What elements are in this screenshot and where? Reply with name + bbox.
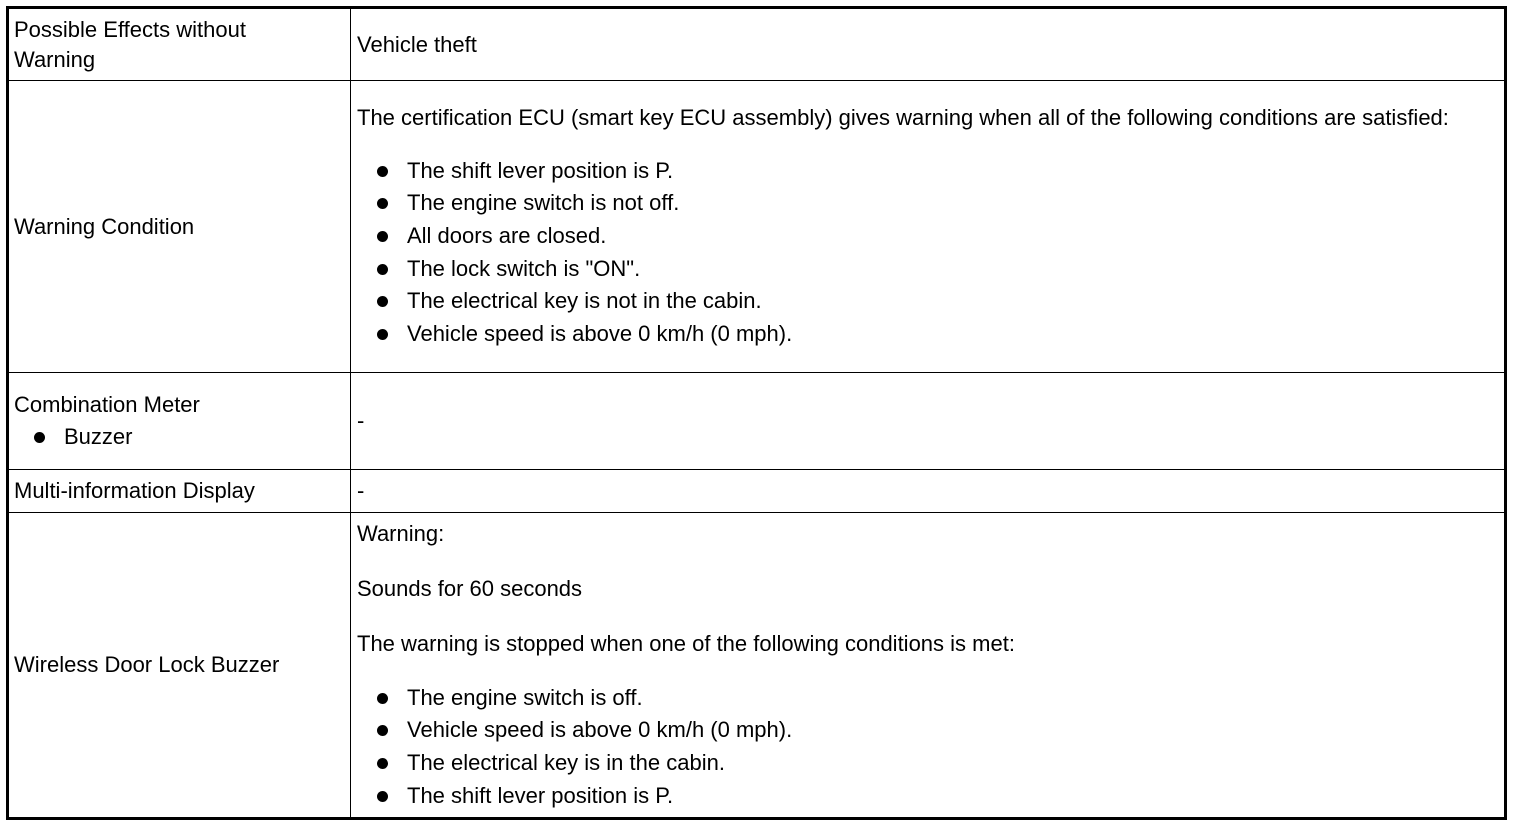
label-bullet-list bbox=[14, 421, 344, 454]
list-item: Buzzer bbox=[32, 421, 344, 454]
buzzer-paragraph: The warning is stopped when one of the following conditions is met: bbox=[357, 630, 1015, 656]
list-item: The shift lever position is P. bbox=[375, 155, 1498, 188]
table-row bbox=[8, 81, 1506, 373]
row-label-line: Multi-information Display bbox=[14, 478, 255, 503]
list-item: The shift lever position is P. bbox=[375, 780, 1498, 813]
condition-intro: The certification ECU (smart key ECU assembly) gives warning when all of the following conditions are satisfied: bbox=[357, 104, 1449, 130]
row-label-line: Warning bbox=[14, 46, 96, 72]
row-content-cell bbox=[351, 373, 1506, 470]
table-row bbox=[8, 513, 1506, 819]
row-content-cell bbox=[351, 81, 1506, 373]
dash-value: - bbox=[357, 478, 365, 503]
row-label-cell bbox=[8, 81, 351, 373]
table-row bbox=[8, 373, 1506, 470]
effect-text: Vehicle theft bbox=[357, 31, 477, 57]
list-item: All doors are closed. bbox=[375, 220, 1498, 253]
warning-spec-table bbox=[6, 6, 1507, 820]
table-row bbox=[8, 470, 1506, 513]
list-item: The lock switch is "ON". bbox=[375, 253, 1498, 286]
list-item: The electrical key is in the cabin. bbox=[375, 747, 1498, 780]
list-item: Vehicle speed is above 0 km/h (0 mph). bbox=[375, 714, 1498, 747]
row-label-cell bbox=[8, 373, 351, 470]
row-content-cell bbox=[351, 8, 1506, 81]
table-row bbox=[8, 8, 1506, 81]
stop-condition-list bbox=[357, 682, 1498, 812]
row-label-cell bbox=[8, 513, 351, 819]
list-item: The engine switch is off. bbox=[375, 682, 1498, 715]
list-item: The electrical key is not in the cabin. bbox=[375, 285, 1498, 318]
row-content-cell bbox=[351, 513, 1506, 819]
row-content-cell bbox=[351, 470, 1506, 513]
list-item: Vehicle speed is above 0 km/h (0 mph). bbox=[375, 318, 1498, 351]
condition-list bbox=[357, 155, 1498, 351]
row-label-cell bbox=[8, 470, 351, 513]
buzzer-paragraph: Warning: bbox=[357, 520, 445, 546]
buzzer-paragraph: Sounds for 60 seconds bbox=[357, 575, 583, 601]
list-item: The engine switch is not off. bbox=[375, 187, 1498, 220]
row-label-line: Combination Meter bbox=[14, 391, 200, 417]
dash-value: - bbox=[357, 408, 365, 433]
row-label-line: Warning Condition bbox=[14, 213, 195, 239]
row-label-line: Possible Effects without bbox=[14, 16, 246, 42]
row-label-cell bbox=[8, 8, 351, 81]
row-label-line: Wireless Door Lock Buzzer bbox=[14, 652, 280, 677]
